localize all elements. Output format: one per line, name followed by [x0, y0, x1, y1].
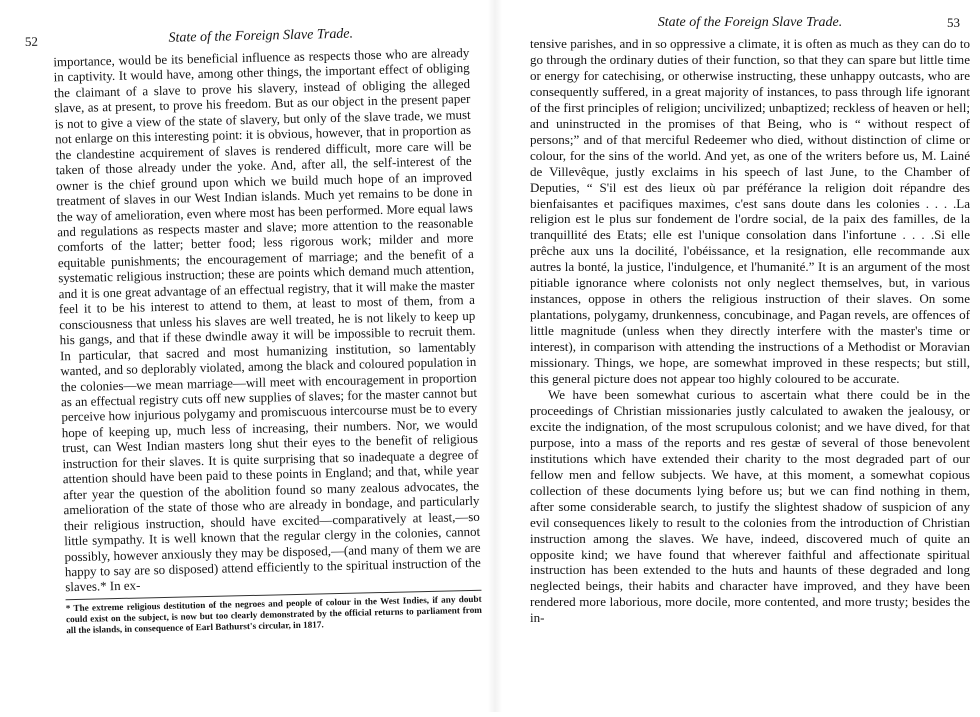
left-page-body [53, 45, 481, 595]
left-paragraph-1: importance, would be its beneficial influence as respects those who are already in captivity. It would have, among other things, the important effect of obliging the claimant of a slave to prove his slavery, instead of obliging the alleged slave, as at present, to prove his freedom. But as our object in the present paper is not to give a view of the state of slavery, but only of the slave trade, we must not enlarge on this interesting point: it is obvious, however, that in proportion as the clandestine acquirement of slaves is rendered difficult, more care will be taken of those already under the yoke. And, after all, the self-interest of the owner is the chief ground upon which we build much hope of an improved treatment of slaves in our West Indian islands. Much yet remains to be done in the way of amelioration, even where most has been performed. More equal laws and regulations as respects master and slave; more attention to the reasonable comforts of the latter; better food; less rigorous work; milder and more equitable punishments; the encouragement of marriage; and the benefit of a systematic religious instruction; these are points which demand much attention, and it is one great advantage of an effectual registry, that it will make the master feel it to be his interest to attend to them, at least to most of them, from a consciousness that unless his slaves are well treated, he is not likely to keep up his gangs, and that if these dwindle away it will be impossible to recruit them. In particular, that sacred and most humanizing institution, so lamentably wanted, and so deplorably violated, among the black and coloured population in the colonies—we mean marriage—will meet with encouragement in proportion as an effectual registry cuts off new supplies of slaves; for the master cannot but perceive how injurious polygamy and promiscuous intercourse must be to every hope of keeping up, much less of increasing, their numbers. Nor, we would trust, can West Indian masters long shut their eyes to the benefit of religious instruction for their slaves. It is quite surprising that so inadequate a degree of attention should have been paid to these points in England; and that, while year after year the question of the abolition found so many zealous advocates, the amelioration of the state of those who are already in bondage, and particularly their religious instruction, should have excited—comparatively at least,—so little sympathy. It is well known that the regular clergy in the colonies, cannot possibly, however anxiously they may be disposed,—(and many of them we are happy to say are so disposed) attend efficiently to the spiritual instruction of the slaves.* In ex- [53, 44, 481, 595]
right-page [502, 0, 980, 712]
right-page-body [530, 36, 970, 626]
book-gutter [488, 0, 502, 712]
right-running-head-title: State of the Foreign Slave Trade. [657, 15, 843, 30]
right-paragraph-2: We have been somewhat curious to ascertain what there could be in the proceedings of Christian missionaries justly calculated to awaken the jealousy, or excite the indignation, of the most scrupulous colonist; and we have dived, for that purpose, into a mass of the reports and res gestæ of several of those benevolent institutions which have extended their charity to the most degraded part of our fellow men and fellow subjects. We have, at this moment, a somewhat copious collection of these documents lying before us; but we can find nothing in them, after some considerable search, to justify the slightest shadow of suspicion of any evil consequences likely to result to the colonies from the introduction of Christian instruction among the slaves. We have, indeed, discovered much of quite an opposite kind; we have found that wherever faithful and affectionate spiritual instruction has been extended to the huts and haunts of these degraded and long neglected beings, their habits and character have improved, and they have been rendered more laborious, more docile, more contented, and more trusty; besides the in- [530, 386, 970, 626]
left-footnote: * The extreme religious destitution of the negroes and people of colour in the West Indies, if any doubt could exist on the subject, is now but too clearly demonstrated by the official returns to parliament from all the islands, in consequence of Earl Bathurst's circular, in 1817. [65, 593, 483, 636]
right-page-number: 53 [947, 15, 960, 30]
left-page-number: 52 [24, 33, 39, 50]
right-paragraph-1: tensive parishes, and in so oppressive a climate, it is often as much as they can do to go through the ordinary duties of their function, so that they can spare but little time or energy for catechising, or otherwise instructing, these unhappy outcasts, who are consequently suffered, in a great majority of instances, to pass through life ignorant of the first principles of religion; uncivilized; unbaptized; reckless of heaven or hell; and uninstructed in the promises of that Being, who is “ without respect of persons;” and of that merciful Redeemer who died, without distinction of clime or colour, for the sins of the world. And yet, as one of the writers before us, M. Lainé de Villevêque, justly exclaims in his speech of last June, to the Chamber of Deputies, “ S'il est des lieux où par préférance la religion doit répandre des bienfaisantes et pacifiques maximes, c'est sans doute dans les colonies . . . .La religion est le plus sur fondement de l'ordre social, de la paix des familles, de la tranquillité des Etats; elle est l'unique consolation dans l'infortune . . . .Si elle prêche aux uns la docilité, l'obéissance, et la resignation, elle recommande aux autres la bonté, la justice, l'indulgence, et l'humanité.” It is an argument of the most pitiable ignorance where colonists not only neglect themselves, but, in various instances, oppose in others the religious instruction of their slaves. On some plantations, polygamy, drunkenness, concubinage, and Pagan revels, are offences of little magnitude (unless when they directly interfere with the master's time or interest), in comparison with attending the instructions of a Methodist or Moravian missionary. Things, we hope, are somewhat improved in these respects; but still, this general picture does not appear too highly coloured to be accurate. [530, 36, 970, 387]
right-running-head [530, 10, 970, 36]
left-running-head-title: State of the Foreign Slave Trade. [168, 26, 354, 46]
